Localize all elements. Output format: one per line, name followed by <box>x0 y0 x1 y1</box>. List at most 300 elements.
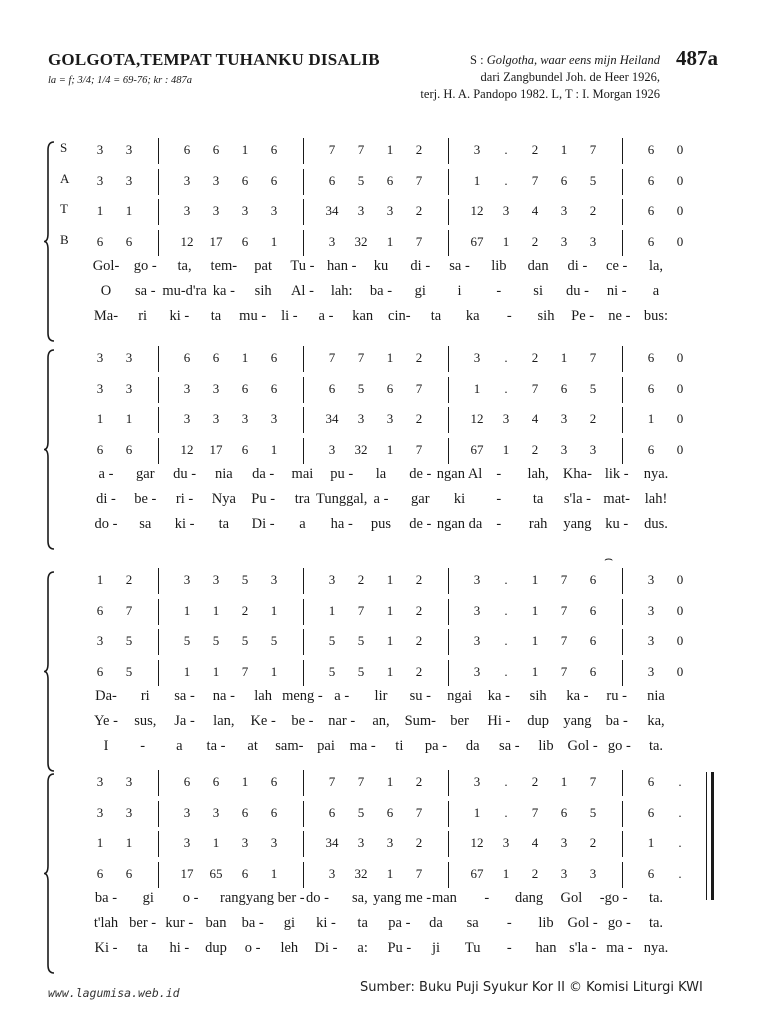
note: 3 <box>270 411 278 426</box>
source-info <box>420 52 660 103</box>
note: 7 <box>589 350 597 365</box>
note: 1 <box>328 602 336 618</box>
voice-row-1 <box>44 570 724 592</box>
bar-line <box>303 801 304 827</box>
note: 3 <box>96 350 104 365</box>
lyric-syllable: Pe - <box>571 308 595 324</box>
bar-line <box>158 801 159 827</box>
header <box>48 46 720 116</box>
lyric-syllable: mai <box>291 466 314 482</box>
note: 6 <box>647 233 655 249</box>
bar-line <box>448 568 449 594</box>
note: 3 <box>386 835 394 850</box>
lyric-verse-3 <box>44 738 724 760</box>
lyric-syllable: Da- <box>95 688 117 704</box>
note: 1 <box>241 350 249 365</box>
note: 5 <box>357 633 365 648</box>
note: 3 <box>212 572 220 587</box>
note: 2 <box>531 441 539 457</box>
lyric-syllable: o - <box>182 890 199 906</box>
note: 5 <box>357 663 365 679</box>
lyric-syllable: ma - <box>606 940 633 956</box>
note: 3 <box>502 835 510 850</box>
note: 3 <box>183 835 191 850</box>
lyric-syllable: yang <box>563 516 592 532</box>
note: 6 <box>589 602 597 618</box>
bar-line <box>158 169 159 195</box>
note: 2 <box>531 774 539 789</box>
note: 3 <box>183 804 191 820</box>
note: 5 <box>589 804 597 820</box>
lyric-syllable: ki - <box>316 915 336 931</box>
note: 0 <box>676 233 684 249</box>
note: 6 <box>241 804 249 820</box>
note: 1 <box>502 233 510 249</box>
lyric-syllable: sa - <box>449 258 470 274</box>
lyric-syllable: lah: <box>330 283 353 299</box>
note: 3 <box>357 411 365 426</box>
note: . <box>504 172 508 188</box>
note: 3 <box>125 350 133 365</box>
lyric-syllable: Kha- <box>562 466 592 482</box>
lyric-syllable: han - <box>327 258 357 274</box>
note: 6 <box>125 865 133 881</box>
note: 6 <box>560 172 568 188</box>
note: 5 <box>212 633 220 648</box>
lyric-syllable: sa - <box>135 283 156 299</box>
note: 7 <box>531 804 539 820</box>
lyric-verse-1 <box>44 258 724 280</box>
note: 1 <box>212 835 220 850</box>
lyric-verse-3 <box>44 308 724 330</box>
note: 3 <box>473 774 481 789</box>
bar-line <box>448 801 449 827</box>
lyric-syllable: mu-d'ra <box>162 283 207 299</box>
note: . <box>504 774 508 789</box>
voice-row-3 <box>44 833 724 855</box>
note: 6 <box>270 804 278 820</box>
note: 6 <box>212 774 220 789</box>
bar-line <box>622 568 623 594</box>
lyric-syllable: si <box>533 283 543 299</box>
note: 3 <box>560 203 568 218</box>
note: . <box>678 865 682 881</box>
lyric-syllable: rah <box>528 516 548 532</box>
note: 1 <box>386 602 394 618</box>
lyric-verse-2 <box>44 915 724 937</box>
note: 17 <box>209 441 223 457</box>
lyric-syllable: nar - <box>328 713 356 729</box>
note: 1 <box>386 142 394 157</box>
note: 6 <box>241 233 249 249</box>
bar-line <box>448 138 449 164</box>
voice-row-4 <box>44 440 724 462</box>
note: 3 <box>183 203 191 218</box>
lyric-syllable: ba - <box>241 915 264 931</box>
note: 6 <box>328 804 336 820</box>
bar-line <box>303 346 304 372</box>
note: 7 <box>357 350 365 365</box>
bar-line <box>622 599 623 625</box>
lyric-syllable: rang <box>220 890 246 906</box>
lyric-syllable: ce - <box>606 258 628 274</box>
note: 3 <box>241 203 249 218</box>
note: . <box>504 663 508 679</box>
note: 1 <box>96 572 104 587</box>
note: 3 <box>328 233 336 249</box>
lyric-syllable: kur - <box>165 915 194 931</box>
note: 3 <box>96 774 104 789</box>
note: . <box>504 380 508 396</box>
lyric-syllable: do - <box>94 516 118 532</box>
lyric-syllable: - <box>496 516 502 532</box>
note: 3 <box>560 411 568 426</box>
note: 1 <box>270 441 278 457</box>
note: 3 <box>270 203 278 218</box>
lyric-syllable: hi - <box>169 940 190 956</box>
note: 1 <box>386 233 394 249</box>
note: 32 <box>354 441 368 457</box>
lyric-syllable: ta <box>218 516 230 532</box>
note: 3 <box>473 602 481 618</box>
note: 2 <box>415 203 423 218</box>
bar-line <box>158 660 159 686</box>
fermata-icon: ⌢ <box>604 552 614 567</box>
note: 3 <box>473 633 481 648</box>
note: 7 <box>415 441 423 457</box>
lyric-syllable: t'lah <box>93 915 119 931</box>
note: 3 <box>473 663 481 679</box>
bar-line <box>622 169 623 195</box>
note: . <box>504 350 508 365</box>
note: 1 <box>386 572 394 587</box>
lyric-syllable: cin- <box>388 308 411 324</box>
note: 3 <box>125 804 133 820</box>
lyric-syllable: na - <box>212 688 235 704</box>
note: 6 <box>589 633 597 648</box>
note: 7 <box>560 663 568 679</box>
note: 2 <box>415 142 423 157</box>
note: 3 <box>589 441 597 457</box>
note: 1 <box>647 411 655 426</box>
lyric-syllable: o - <box>244 940 261 956</box>
lyric-syllable: yang ber - <box>245 890 305 906</box>
note: 3 <box>473 572 481 587</box>
note: 3 <box>502 411 510 426</box>
note: 3 <box>560 233 568 249</box>
voice-row-3 <box>44 409 724 431</box>
lyric-syllable: ba - <box>369 283 393 299</box>
note: 6 <box>647 865 655 881</box>
note: 3 <box>647 663 655 679</box>
note: 7 <box>241 663 249 679</box>
note: 6 <box>589 572 597 587</box>
lyric-syllable: lan, <box>213 713 235 729</box>
note: 6 <box>328 380 336 396</box>
note: 67 <box>470 441 484 457</box>
final-barline-thick <box>711 772 714 900</box>
note: 6 <box>589 663 597 679</box>
note: 2 <box>589 203 597 218</box>
lyric-syllable: a - <box>318 308 334 324</box>
bar-line <box>303 407 304 433</box>
note: 1 <box>531 663 539 679</box>
note: 3 <box>125 142 133 157</box>
lyric-syllable: a <box>299 516 306 532</box>
voice-row-2 <box>44 171 724 193</box>
note: . <box>504 633 508 648</box>
note: 6 <box>328 172 336 188</box>
note: 3 <box>183 380 191 396</box>
note: 3 <box>212 804 220 820</box>
website-link[interactable]: www.lagumisa.web.id <box>48 986 180 1000</box>
lyric-syllable: sa <box>139 516 152 532</box>
note: 7 <box>357 602 365 618</box>
note: 6 <box>647 380 655 396</box>
lyric-syllable: Tunggal, <box>315 491 368 507</box>
note: 6 <box>560 380 568 396</box>
note: 2 <box>415 774 423 789</box>
bar-line <box>158 862 159 888</box>
lyric-syllable: a <box>652 283 660 299</box>
lyric-syllable: da <box>465 738 480 754</box>
note: 2 <box>531 233 539 249</box>
note: 6 <box>270 142 278 157</box>
note: 6 <box>647 203 655 218</box>
note: 3 <box>328 572 336 587</box>
note: 1 <box>386 663 394 679</box>
note: 2 <box>415 835 423 850</box>
source-prefix: S : <box>470 53 484 67</box>
lyric-syllable: gi <box>414 283 426 299</box>
lyric-syllable: a - <box>334 688 350 704</box>
bar-line <box>158 377 159 403</box>
bar-line <box>448 629 449 655</box>
lyric-syllable: - <box>506 915 512 931</box>
note: 6 <box>183 774 191 789</box>
bar-line <box>158 438 159 464</box>
note: 2 <box>531 865 539 881</box>
note: . <box>504 602 508 618</box>
note: 3 <box>212 203 220 218</box>
note: 3 <box>502 203 510 218</box>
voice-label: S <box>60 140 68 155</box>
note: 0 <box>676 411 684 426</box>
note: 0 <box>676 350 684 365</box>
note: 3 <box>183 411 191 426</box>
bar-line <box>303 138 304 164</box>
note: 1 <box>125 411 133 426</box>
lyric-syllable: - <box>506 940 512 956</box>
lyric-syllable: lib <box>491 258 507 274</box>
lyric-syllable: ka <box>465 308 480 324</box>
note: 3 <box>473 350 481 365</box>
bar-line <box>448 407 449 433</box>
voice-row-3 <box>44 201 724 223</box>
bar-line <box>158 199 159 225</box>
lyric-syllable: mat- <box>603 491 630 507</box>
note: 5 <box>183 633 191 648</box>
note: 6 <box>270 172 278 188</box>
bar-line <box>448 230 449 256</box>
note: 3 <box>328 441 336 457</box>
lyric-syllable: lir <box>374 688 388 704</box>
lyric-syllable: s'la - <box>569 940 597 956</box>
lyric-syllable: a - <box>373 491 389 507</box>
note: 4 <box>531 835 539 850</box>
lyric-syllable: ka, <box>647 713 665 729</box>
note: 6 <box>270 380 278 396</box>
note: 34 <box>325 835 339 850</box>
note: 1 <box>270 663 278 679</box>
lyric-syllable: leh <box>280 940 299 956</box>
note: 6 <box>647 350 655 365</box>
note: 3 <box>96 633 104 648</box>
note: 6 <box>270 774 278 789</box>
note: 32 <box>354 233 368 249</box>
note: 2 <box>531 350 539 365</box>
note: 2 <box>415 633 423 648</box>
note: 2 <box>531 142 539 157</box>
note: 6 <box>96 602 104 618</box>
lyric-syllable: la <box>375 466 387 482</box>
lyric-syllable: ri - <box>175 491 194 507</box>
lyric-syllable: dup <box>527 713 550 729</box>
bar-line <box>448 438 449 464</box>
lyric-syllable: lik - <box>604 466 629 482</box>
bar-line <box>448 346 449 372</box>
note: 7 <box>328 350 336 365</box>
note: 4 <box>531 411 539 426</box>
note: 6 <box>386 380 394 396</box>
lyric-syllable: ha - <box>330 516 353 532</box>
bar-line <box>448 770 449 796</box>
voice-label: T <box>60 201 68 216</box>
note: 34 <box>325 203 339 218</box>
note: 3 <box>647 633 655 648</box>
note: 1 <box>386 633 394 648</box>
note: 3 <box>212 380 220 396</box>
note: . <box>678 774 682 789</box>
lyric-syllable: ji <box>431 940 441 956</box>
lyric-syllable: ta. <box>648 738 664 754</box>
note: 1 <box>96 203 104 218</box>
lyric-syllable: Nya <box>211 491 236 507</box>
note: 2 <box>357 572 365 587</box>
note: 2 <box>415 572 423 587</box>
note: 1 <box>386 350 394 365</box>
lyric-syllable: Ma- <box>93 308 119 324</box>
lyric-syllable: Tu - <box>290 258 315 274</box>
lyric-syllable: - <box>496 466 502 482</box>
lyric-syllable: go - <box>607 915 631 931</box>
note: 3 <box>270 835 278 850</box>
note: 6 <box>386 804 394 820</box>
bar-line <box>622 801 623 827</box>
note: 1 <box>386 865 394 881</box>
note: 0 <box>676 602 684 618</box>
lyric-syllable: ta. <box>648 890 664 906</box>
note: 3 <box>386 203 394 218</box>
note: 2 <box>241 602 249 618</box>
bar-line <box>158 568 159 594</box>
note: 7 <box>415 804 423 820</box>
note: 1 <box>386 774 394 789</box>
lyric-syllable: ta - <box>206 738 226 754</box>
note: 2 <box>415 411 423 426</box>
note: 0 <box>676 441 684 457</box>
note: 7 <box>415 172 423 188</box>
lyric-syllable: O <box>100 283 112 299</box>
note: . <box>504 804 508 820</box>
lyric-syllable: Ja - <box>174 713 195 729</box>
note: 1 <box>241 142 249 157</box>
lyric-syllable: pat <box>254 258 272 274</box>
note: 3 <box>357 835 365 850</box>
lyric-syllable: ka - <box>566 688 589 704</box>
lyric-syllable: sam- <box>275 738 304 754</box>
voice-label: B <box>60 231 69 247</box>
bar-line <box>303 862 304 888</box>
lyric-syllable: pu - <box>330 466 354 482</box>
lyric-syllable: an, <box>372 713 390 729</box>
lyric-syllable: lah, <box>527 466 549 482</box>
bar-line <box>622 199 623 225</box>
lyric-syllable: ta, <box>177 258 192 274</box>
lyric-verse-1 <box>44 466 724 488</box>
bar-line <box>158 770 159 796</box>
lyric-syllable: ban <box>205 915 227 931</box>
lyric-syllable: Al - <box>290 283 314 299</box>
bar-line <box>448 660 449 686</box>
lyric-syllable: sa - <box>499 738 520 754</box>
note: 7 <box>560 572 568 587</box>
lyric-syllable: gi <box>142 890 154 906</box>
note: 1 <box>531 602 539 618</box>
bar-line <box>622 629 623 655</box>
note: 1 <box>647 835 655 850</box>
lyric-syllable: ni - <box>606 283 627 299</box>
note: 6 <box>560 804 568 820</box>
bar-line <box>158 629 159 655</box>
source-line-2: dari Zangbundel Joh. de Heer 1926, <box>480 70 660 84</box>
lyric-syllable: mu - <box>239 308 267 324</box>
note: 3 <box>96 172 104 188</box>
bar-line <box>448 169 449 195</box>
note: 1 <box>473 804 481 820</box>
lyric-verse-1 <box>44 890 724 912</box>
note: 6 <box>125 441 133 457</box>
voice-row-4 <box>44 864 724 886</box>
note: 2 <box>415 663 423 679</box>
lyric-syllable: i <box>457 283 462 299</box>
lyric-syllable: ta <box>357 915 368 931</box>
lyric-syllable: gar <box>411 491 430 507</box>
note: 3 <box>96 380 104 396</box>
lyric-syllable: ta <box>137 940 148 956</box>
lyric-syllable: nia <box>214 466 233 482</box>
note: 1 <box>560 774 568 789</box>
voice-row-4 <box>44 232 724 254</box>
note: 12 <box>470 411 484 426</box>
bar-line <box>448 599 449 625</box>
lyric-syllable: bus: <box>643 308 669 324</box>
lyric-syllable: I <box>103 738 109 754</box>
lyric-verse-3 <box>44 940 724 962</box>
note: 12 <box>470 835 484 850</box>
bar-line <box>622 831 623 857</box>
bar-line <box>448 831 449 857</box>
